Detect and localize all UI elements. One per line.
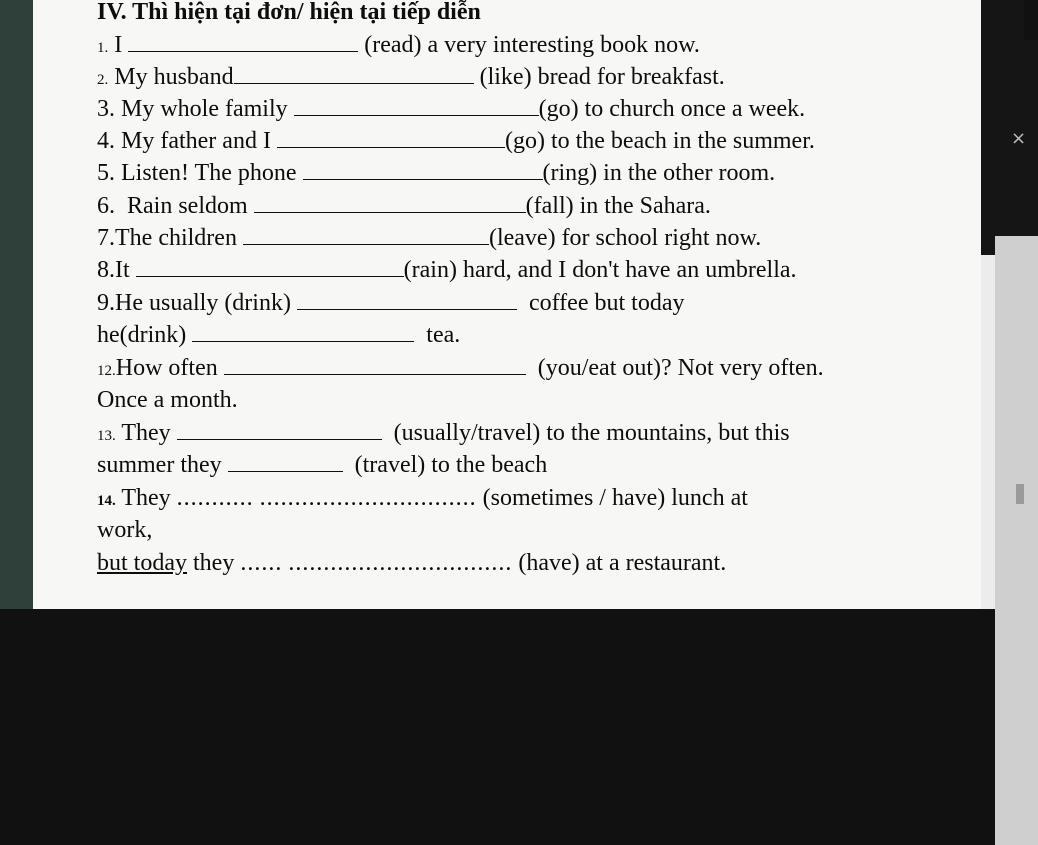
item-prompt: My father and I [121, 128, 271, 154]
answer-dots[interactable]: ............................... [259, 485, 477, 511]
answer-blank[interactable] [234, 63, 474, 84]
item-suffix: (travel) to the beach [354, 452, 548, 478]
item-number: 12. [97, 363, 116, 379]
item-prompt: My whole family [121, 96, 288, 122]
item-prompt: Listen! The phone [121, 160, 297, 186]
page-title: IV. Thì hiện tại đơn/ hiện tại tiếp diễn [97, 0, 481, 25]
item-prompt: It [115, 257, 130, 283]
item-suffix: (ring) in the other room. [542, 160, 776, 186]
item-number: 13. [97, 428, 116, 444]
answer-blank[interactable] [128, 31, 358, 52]
item-prompt: work, [97, 517, 153, 543]
answer-dots[interactable]: ........... [176, 485, 254, 511]
answer-blank[interactable] [303, 159, 543, 180]
item-prompt: I [114, 32, 123, 58]
left-background-bar [0, 0, 33, 609]
exercise-line-13-cont [97, 451, 547, 479]
item-number: 4. [97, 128, 115, 154]
answer-blank[interactable] [192, 321, 414, 342]
item-suffix: (go) to church once a week. [538, 96, 806, 122]
item-prompt: They [121, 485, 171, 511]
answer-blank[interactable] [254, 192, 526, 213]
item-prompt: they [193, 550, 235, 576]
exercise-line-2 [97, 63, 725, 94]
item-number: 1. [97, 40, 109, 56]
item-prompt: The children [115, 225, 237, 251]
item-prompt: he(drink) [97, 322, 187, 348]
item-number: 2. [97, 72, 109, 88]
item-prompt: He usually (drink) [115, 290, 291, 316]
item-suffix: (read) a very interesting book now. [364, 32, 700, 58]
scrollbar[interactable] [981, 255, 995, 609]
exercise-line-6 [97, 192, 711, 220]
panel-marker [995, 236, 1038, 845]
answer-blank[interactable] [277, 127, 505, 148]
item-suffix: coffee but today [528, 290, 685, 316]
exercise-line-3 [97, 95, 805, 123]
exercise-line-12-cont [97, 386, 238, 414]
answer-blank[interactable] [297, 289, 517, 310]
item-number: 5. [97, 160, 115, 186]
item-suffix: (rain) hard, and I don't have an umbrella. [403, 257, 797, 283]
item-number: 9. [97, 290, 115, 316]
answer-blank[interactable] [136, 256, 404, 277]
exercise-line-14-cont [97, 516, 152, 544]
exercise-line-12 [97, 354, 824, 385]
exercise-line-9-cont [97, 321, 460, 349]
answer-blank[interactable] [228, 451, 343, 472]
item-suffix: tea. [426, 322, 461, 348]
item-prompt: How often [115, 355, 218, 381]
item-suffix: (usually/travel) to the mountains, but this [393, 420, 790, 446]
exercise-line-9 [97, 289, 684, 317]
item-suffix: (have) at a restaurant. [518, 550, 727, 576]
item-prompt: Once a month. [97, 387, 238, 413]
item-prompt: My husband [114, 64, 234, 90]
answer-blank[interactable] [177, 419, 382, 440]
exercise-line-4 [97, 127, 815, 155]
item-suffix: (fall) in the Sahara. [525, 193, 711, 219]
exercise-line-7 [97, 224, 761, 252]
item-number: 14. [97, 493, 116, 509]
item-prompt: They [121, 420, 171, 446]
answer-dots[interactable]: ...... [240, 550, 283, 576]
answer-blank[interactable] [224, 354, 526, 375]
item-suffix: (leave) for school right now. [488, 225, 762, 251]
item-suffix: (like) bread for breakfast. [479, 64, 725, 90]
exercise-line-13 [97, 419, 790, 450]
item-prompt: Rain seldom [127, 193, 248, 219]
close-icon[interactable]: × [1011, 128, 1027, 149]
exercise-line-5 [97, 159, 775, 187]
underlined-phrase: but today [97, 550, 187, 576]
answer-dots[interactable]: ................................ [288, 550, 513, 576]
item-number: 3. [97, 96, 115, 122]
exercise-line-1 [97, 31, 700, 62]
item-prompt: summer they [97, 452, 222, 478]
exercise-line-8 [97, 256, 797, 284]
item-number: 7. [97, 225, 115, 251]
side-tab-handle[interactable] [1016, 484, 1024, 504]
exercise-line-14 [97, 484, 748, 515]
item-suffix: (sometimes / have) lunch at [482, 485, 748, 511]
item-suffix: (go) to the beach in the summer. [504, 128, 815, 154]
item-number: 8. [97, 257, 115, 283]
item-number: 6. [97, 193, 115, 219]
answer-blank[interactable] [294, 95, 539, 116]
exercise-line-14-cont2 [97, 549, 726, 577]
item-suffix: (you/eat out)? Not very often. [537, 355, 824, 381]
answer-blank[interactable] [243, 224, 489, 245]
